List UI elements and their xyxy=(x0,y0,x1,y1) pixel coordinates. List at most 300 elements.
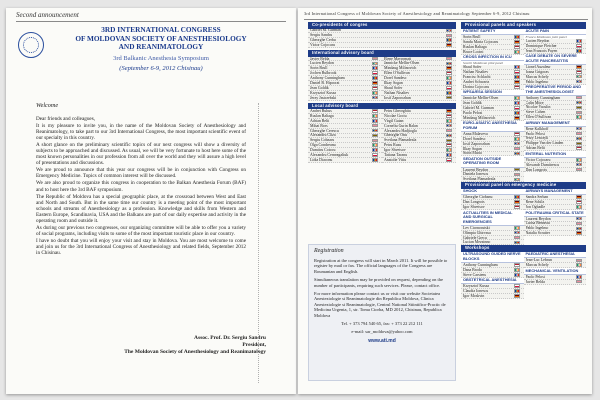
country-flag-icon xyxy=(576,231,582,235)
country-flag-icon xyxy=(446,29,452,33)
signature-org: The Moldovan Society of Anesthesiology and Reanimatology xyxy=(124,349,266,355)
person-name: Sergiu Sandru xyxy=(310,33,333,38)
country-flag-icon xyxy=(372,71,378,75)
society-seal-logo xyxy=(18,32,44,58)
country-flag-icon xyxy=(576,39,582,43)
person-name: Olimpia Ghirvasa xyxy=(463,230,491,235)
topic-heading: CROSS INFECTION IN ICU xyxy=(461,55,524,62)
country-flag-icon xyxy=(446,153,452,157)
welcome-heading: Welcome xyxy=(36,102,59,109)
list-item xyxy=(524,231,587,236)
person-name: Nicolae Vaculin xyxy=(525,105,551,110)
person-name: Laurent Beydon xyxy=(525,216,551,221)
country-flag-icon xyxy=(514,289,520,293)
country-flag-icon xyxy=(514,231,520,235)
country-flag-icon xyxy=(576,101,582,105)
registration-title: Registration xyxy=(314,248,344,254)
country-flag-icon xyxy=(576,163,582,167)
country-flag-icon xyxy=(576,158,582,162)
country-flag-icon xyxy=(576,263,582,267)
person-name: Rene Kalkhoff xyxy=(525,126,549,131)
person-name: Javier Belda xyxy=(525,279,545,284)
country-flag-icon xyxy=(514,101,520,105)
person-name: Petru Gheorghita xyxy=(384,109,411,114)
person-name: Sandra Serban xyxy=(525,195,549,200)
section-title: Local advisory board xyxy=(308,103,456,110)
country-flag-icon xyxy=(514,35,520,39)
person-name: Ruslan Baltaga xyxy=(463,44,487,49)
topic-heading: AIRWAYS MANAGEMENT xyxy=(524,189,587,196)
person-name: Jean Goldik xyxy=(463,101,482,106)
person-name: Jean Goldik xyxy=(310,85,329,90)
country-flag-icon xyxy=(372,81,378,85)
topic-heading: SHOCK xyxy=(461,189,524,196)
country-flag-icon xyxy=(372,129,378,133)
congress-title xyxy=(46,26,276,72)
signature-name: Assoc. Prof. Dr. Sergiu Sandru xyxy=(194,335,266,341)
list-item xyxy=(308,96,382,101)
person-name: Lionel Auzaleur xyxy=(525,64,551,69)
letter-paragraph: The Republic of Moldova has a special geographic place, at the crossroad between West and East and North and South. But in the same time our country is a meeting point of the most important schools and streams of Anesthesiology as a profession. Knowledge and skills from Western and Eastern Europe, Scandinavia, USA and the Balkans are part of our daily expertise and activity in the operating room and outside it. xyxy=(36,193,246,224)
contact-email[interactable]: e-mail: sar_moldova@yahoo.com xyxy=(351,329,413,335)
topic-subtitle: Franco Moldovan joint panel xyxy=(524,35,587,39)
person-name: Jannicke Mellin-Olsen xyxy=(384,61,420,66)
person-name: Gabriele Grecu xyxy=(463,235,487,240)
country-flag-icon xyxy=(372,66,378,70)
person-name: Olga Condreanu xyxy=(310,143,336,148)
country-flag-icon xyxy=(514,284,520,288)
person-name: Corneliu Gurin Balan xyxy=(384,123,418,128)
country-flag-icon xyxy=(514,205,520,209)
country-flag-icon xyxy=(446,62,452,66)
co-presidents-section xyxy=(308,22,456,48)
country-flag-icon xyxy=(372,62,378,66)
person-name: Nathan Nisaliev xyxy=(384,90,410,95)
panel-topics-right xyxy=(524,29,587,183)
international-board-section xyxy=(308,50,456,101)
person-name: Marcus Schely xyxy=(525,263,549,268)
person-name: Jerzy Lenczyk xyxy=(525,136,549,141)
person-name: Pablo Ingelmo xyxy=(525,79,549,84)
person-name: Igor Shvetsov xyxy=(384,148,406,153)
section-title: Workshops xyxy=(461,245,586,252)
letter-paragraph: It is my pleasure to invite you, in the name of the Moldovan Society of Anesthesiology and Reanimatology, to take part to our 3rd International Congress, the most important scientific event of our specialty in this country. xyxy=(36,123,246,142)
country-flag-icon xyxy=(446,38,452,42)
registration-text: For more information please contact us or visit our website Societatea Anesteziologie si Reanimatologie din Republica Moldova, Clinica Anesteziologie si Reanimatologie, Centrul National Stiintifico-Practic de Medicina Urgenta, 1, str. Toma Ciorba, MD 2012, Chisinau, Republica Moldova xyxy=(314,291,446,318)
registration-text: Registration at the congress will start in March 2011. It will be possible to register by mail or fax. The official languages of the Congress are Roumanian and English. xyxy=(314,258,448,274)
person-name: Bruce Locini xyxy=(463,49,484,54)
person-name: Jean Francois Payen xyxy=(525,48,558,53)
person-name: Paolo Pelosi xyxy=(525,131,545,136)
person-name: Mihai Bors xyxy=(310,123,328,128)
person-name: Alexandru Cliza xyxy=(310,133,336,138)
panel-topics-left xyxy=(461,29,524,183)
person-name: Dan Longrois xyxy=(463,200,485,205)
person-name: Lidia Diaconu xyxy=(310,157,333,162)
country-flag-icon xyxy=(372,124,378,128)
country-flag-icon xyxy=(576,222,582,226)
country-flag-icon xyxy=(576,280,582,284)
country-flag-icon xyxy=(514,45,520,49)
person-name: Gheorghe Cerbu xyxy=(310,38,336,43)
country-flag-icon xyxy=(372,57,378,61)
person-name: Iosif Zaporozhan xyxy=(384,95,411,100)
person-name: Virgil Gutan xyxy=(384,118,404,123)
person-name: Victor Cojocaru xyxy=(310,43,335,48)
person-name: Lev Ciornorutski xyxy=(463,225,490,230)
country-flag-icon xyxy=(514,263,520,267)
country-flag-icon xyxy=(446,119,452,123)
list-item xyxy=(308,43,456,48)
country-flag-icon xyxy=(372,153,378,157)
topic-heading: AIRWAY MANAGEMENT xyxy=(524,120,587,127)
person-name: Dominique Fletcher xyxy=(525,43,557,48)
person-name: Marcus Schely xyxy=(525,74,549,79)
person-name: Steve Carstens xyxy=(463,272,487,277)
person-name: Victor Cojocaru xyxy=(525,157,551,162)
person-name: Tatiana Taranu xyxy=(384,153,408,158)
person-name: Igor Moskvin xyxy=(463,294,485,299)
country-flag-icon xyxy=(446,34,452,38)
list-item xyxy=(461,294,524,299)
person-name: Jon Ogbadle xyxy=(525,205,546,210)
column-panels xyxy=(461,22,586,299)
list-item xyxy=(382,158,456,163)
country-flag-icon xyxy=(576,146,582,150)
topic-subtitle: Scarth Moldovan pilot panel xyxy=(461,61,524,65)
country-flag-icon xyxy=(514,200,520,204)
person-name: Sorin Brull xyxy=(463,35,481,40)
list-item xyxy=(524,168,587,173)
country-flag-icon xyxy=(576,132,582,136)
person-name: Daniela Ionescu xyxy=(463,172,489,177)
person-name: Krzysztof Kusza xyxy=(463,284,490,289)
signature-block xyxy=(116,335,266,356)
country-flag-icon xyxy=(372,143,378,147)
subtitle: 3rd Balkanic Anesthesia Symposium xyxy=(113,54,209,62)
person-name: Krzysztof Kusza xyxy=(310,90,337,95)
country-flag-icon xyxy=(576,80,582,84)
country-flag-icon xyxy=(576,111,582,115)
letter-paragraph: A short glance on the preliminary scientific topics of our next congress will show a diversity of subjects to be approached and discussed. As usual, we will be very fortunate to host here some of the most known personalities in our profession from all over the world and they will assure a high level of presentations and discussions. xyxy=(36,142,246,167)
local-board-section xyxy=(308,103,456,163)
person-name: Shaul Sofer xyxy=(384,85,403,90)
intl-board-right xyxy=(382,57,456,101)
person-name: Anthony Cunningham xyxy=(525,95,561,100)
country-flag-icon xyxy=(576,217,582,221)
title-line-3: AND REANIMATOLOGY xyxy=(118,42,204,52)
person-name: Svetlana Plamadeala xyxy=(463,177,496,182)
country-flag-icon xyxy=(372,158,378,162)
workshop-topics-left xyxy=(461,252,524,299)
person-name: Anthony Cunningham xyxy=(310,76,345,81)
person-name: Larisa Benneau xyxy=(525,221,550,226)
country-flag-icon xyxy=(576,96,582,100)
topic-heading: POLITRAUMA CRITICAL STATE xyxy=(524,210,587,217)
person-name: Dorina Cojocaru xyxy=(463,84,490,89)
header-tag: Second announcement xyxy=(16,11,79,19)
country-flag-icon xyxy=(372,109,378,113)
person-name: Gheorghe Ciobanu xyxy=(463,195,493,200)
country-flag-icon xyxy=(514,173,520,177)
person-name: Jochen Bulbrook xyxy=(310,71,337,76)
country-flag-icon xyxy=(446,109,452,113)
person-name: Jannicke Mellin-Olsen xyxy=(463,96,499,101)
country-flag-icon xyxy=(576,70,582,74)
country-flag-icon xyxy=(514,294,520,298)
country-flag-icon xyxy=(576,168,582,172)
person-name: Andrei Buhus xyxy=(310,109,332,114)
letter-paragraph: I have no doubt that you will enjoy your visit and stay in Moldova. You are most welcome to come and join us for the 3rd International Congress of Anesthesiology and related fields, September 2012 in Chisinau. xyxy=(36,237,246,256)
person-name: Philippe Van der Linden xyxy=(525,141,564,146)
country-flag-icon xyxy=(372,76,378,80)
letter-paragraph: As during our previous two congresses, our organizing committee will be able to offer you a variety of social programs, including visits to some of the most important touristic place in our country. xyxy=(36,224,246,237)
person-name: Dumitru Cotocu xyxy=(310,148,336,153)
person-name: Francisc Schlacht xyxy=(463,74,491,79)
person-name: Ilkay Sogan xyxy=(384,80,403,85)
country-flag-icon xyxy=(372,139,378,143)
country-flag-icon xyxy=(514,226,520,230)
topic-heading: PAEDIATRIC ANESTHESIA xyxy=(524,252,587,259)
section-title: International advisory board xyxy=(308,50,456,57)
country-flag-icon xyxy=(372,91,378,95)
right-header: 3rd International Congress of Moldovan Society of Anesthesiology and Reanimatology September 6-9, 2012 Chisinau xyxy=(304,11,530,16)
section-title: Provisional panels and speakers xyxy=(461,22,586,29)
person-name: Dan Longrois xyxy=(525,167,548,172)
website-link[interactable]: www.ati.md xyxy=(368,337,396,344)
topic-heading: ENTERAL NUTRITION xyxy=(524,151,587,158)
person-name: Dorel Sandesc xyxy=(384,76,407,81)
topic-heading: PATIENT SAFETY xyxy=(461,29,524,36)
local-board-left xyxy=(308,109,382,163)
letter-paragraph: We are also proud to organize this congress in cooperation to the Balkan Anesthesia Forum (BAF) and to host here the 3rd BAF symposium. xyxy=(36,180,246,193)
topic-heading: SEDATION OUTSIDE OPERATING ROOM xyxy=(461,156,524,167)
country-flag-icon xyxy=(576,137,582,141)
person-name: Paolo Pelosi xyxy=(463,110,483,115)
country-flag-icon xyxy=(576,65,582,69)
person-name: Jerzy Jastrzebski xyxy=(310,95,337,100)
dates: (September 6-9, 2012 Chisinau) xyxy=(119,64,203,72)
country-flag-icon xyxy=(446,148,452,152)
column-boards xyxy=(308,22,456,165)
country-flag-icon xyxy=(446,129,452,133)
person-name: Igor Shvetsov xyxy=(463,205,485,210)
person-name: Rene Schilz xyxy=(525,200,545,205)
country-flag-icon xyxy=(514,178,520,182)
country-flag-icon xyxy=(576,106,582,110)
country-flag-icon xyxy=(446,71,452,75)
header-rule xyxy=(16,21,286,22)
person-name: Svetlana Plamadeala xyxy=(384,138,417,143)
person-name: Adrian Belii xyxy=(525,146,545,151)
registration-box xyxy=(308,244,456,381)
person-name: Sergiu Cobzaru xyxy=(310,138,335,143)
country-flag-icon xyxy=(514,70,520,74)
emergency-topics-right xyxy=(524,189,587,246)
country-flag-icon xyxy=(514,268,520,272)
person-name: Anthony Cunningham xyxy=(463,263,498,267)
country-flag-icon xyxy=(576,44,582,48)
person-name: Pablo Ingelmo xyxy=(525,226,549,231)
margin-dots xyxy=(258,103,268,383)
person-name: Ellen O'Sullivan xyxy=(525,115,552,120)
country-flag-icon xyxy=(514,168,520,172)
section-title: Co-presidents of congres xyxy=(308,22,456,29)
country-flag-icon xyxy=(446,143,452,147)
list-item xyxy=(382,96,456,101)
welcome-letter xyxy=(36,116,246,257)
person-name: Dana Broda xyxy=(463,267,482,272)
country-flag-icon xyxy=(576,75,582,79)
country-flag-icon xyxy=(514,85,520,89)
person-name: Ruslan Baltaga xyxy=(310,113,334,118)
person-name: Gheorghe Onu xyxy=(384,133,407,138)
country-flag-icon xyxy=(514,241,520,245)
person-name: Lucian Mezzinno xyxy=(463,240,491,245)
title-line-1: 3RD INTERNATIONAL CONGRESS xyxy=(101,25,221,34)
letter-paragraph: We are proud to announce that this year our congress will be in conjunction with Congress on Emergency Medicine. Topics of common interest will be discussed. xyxy=(36,167,246,180)
person-name: Andrei Schwartz xyxy=(463,79,490,84)
person-name: Laurent Beydon xyxy=(463,167,489,172)
country-flag-icon xyxy=(446,139,452,143)
country-flag-icon xyxy=(372,114,378,118)
country-flag-icon xyxy=(514,96,520,100)
person-name: Gabriel M. Gurman xyxy=(310,28,341,33)
country-flag-icon xyxy=(372,134,378,138)
person-name: Daniel B. Hipocrat xyxy=(310,80,340,85)
topic-heading: OBSTETRICAL ANESTHESIA xyxy=(461,278,524,285)
country-flag-icon xyxy=(576,227,582,231)
country-flag-icon xyxy=(576,127,582,131)
person-name: Anna Malaveva xyxy=(463,131,488,136)
person-name: Anatolie Vitiu xyxy=(384,157,407,162)
country-flag-icon xyxy=(446,43,452,47)
country-flag-icon xyxy=(514,40,520,44)
person-name: Claudia Ionescu xyxy=(463,289,489,294)
person-name: Elene Mavromati xyxy=(384,56,412,61)
person-name: Jean-Luc Lebrun xyxy=(525,258,552,263)
country-flag-icon xyxy=(372,148,378,152)
person-name: Dorel Sandesc xyxy=(463,136,486,141)
country-flag-icon xyxy=(446,114,452,118)
person-name: Ilkay Sogan xyxy=(463,146,482,151)
person-name: Paolo Pelosi xyxy=(525,274,545,279)
country-flag-icon xyxy=(446,124,452,128)
country-flag-icon xyxy=(514,106,520,110)
country-flag-icon xyxy=(446,158,452,162)
country-flag-icon xyxy=(514,195,520,199)
country-flag-icon xyxy=(576,115,582,119)
topic-heading: EURO-ASIATIC ANESTHESIA FORUM xyxy=(461,121,524,132)
topic-heading: MECHANICAL VENTILATION xyxy=(524,268,587,275)
workshop-topics-right xyxy=(524,252,587,299)
person-name: Gabriel M. Gurman xyxy=(463,106,494,111)
person-name: Sorin Maria xyxy=(463,151,482,156)
topic-heading: ACTUALITIES IN MEDICAL AND SURGICAL EMERGENCIES xyxy=(461,210,524,226)
country-flag-icon xyxy=(576,142,582,146)
country-flag-icon xyxy=(576,49,582,53)
country-flag-icon xyxy=(514,116,520,120)
person-name: Shaul Sofer xyxy=(463,65,482,70)
emergency-topics-left xyxy=(461,189,524,246)
country-flag-icon xyxy=(514,147,520,151)
country-flag-icon xyxy=(576,205,582,209)
country-flag-icon xyxy=(514,80,520,84)
topic-heading: PREOPERATIVE PERIOD AND THE ANESTHESIOLOGIST xyxy=(524,85,587,96)
country-flag-icon xyxy=(576,259,582,263)
registration-text: Simultaneous translation may be provided on request, depending on the number of participants, requiring such services. Please, contact office. xyxy=(314,277,443,288)
country-flag-icon xyxy=(576,275,582,279)
country-flag-icon xyxy=(446,76,452,80)
signature-role: President, xyxy=(242,342,266,348)
person-name: Mindaug Milinovich xyxy=(384,66,417,71)
country-flag-icon xyxy=(514,132,520,136)
country-flag-icon xyxy=(446,81,452,85)
letter-paragraph: Dear friends and colleagues, xyxy=(36,116,96,122)
country-flag-icon xyxy=(514,50,520,54)
country-flag-icon xyxy=(372,86,378,90)
person-name: Natalia Scrutter xyxy=(525,231,551,236)
person-name: Nicolae Gociu xyxy=(384,113,407,118)
header-rule xyxy=(304,19,588,20)
country-flag-icon xyxy=(514,152,520,156)
country-flag-icon xyxy=(576,200,582,204)
topic-heading: CASE DEBATE ON SEVERE ACUTE PANCREATITIS xyxy=(524,54,587,65)
person-name: Gheorghe Cerescu xyxy=(310,128,339,133)
title-line-2: OF MOLDOVAN SOCIETY OF ANESTHESIOLOGY xyxy=(75,33,247,43)
country-flag-icon xyxy=(514,236,520,240)
intl-board-left xyxy=(308,57,382,101)
country-flag-icon xyxy=(514,111,520,115)
person-name: Ellen O'Sullivan xyxy=(384,71,410,76)
country-flag-icon xyxy=(446,57,452,61)
list-item xyxy=(308,158,382,163)
person-name: Sandu Maria Cojocaru xyxy=(463,39,499,44)
person-name: Nathan Nisaliev xyxy=(463,70,489,75)
list-item xyxy=(524,280,587,285)
country-flag-icon xyxy=(446,66,452,70)
left-page xyxy=(6,8,296,394)
person-name: Iosif Zaporozhan xyxy=(463,141,490,146)
contact-phone: Tel. + 373 794 540 65, fax: + 373 22 212 111 xyxy=(341,321,423,327)
right-page xyxy=(298,8,592,394)
country-flag-icon xyxy=(514,75,520,79)
person-name: Adrian Belii xyxy=(310,118,330,123)
person-name: Steve Cohen xyxy=(525,110,546,115)
section-title: Provisional panel on emergency medicine xyxy=(461,182,586,189)
country-flag-icon xyxy=(372,119,378,123)
country-flag-icon xyxy=(514,142,520,146)
country-flag-icon xyxy=(514,65,520,69)
country-flag-icon xyxy=(372,96,378,100)
person-name: Alexandru Cerneagaliuk xyxy=(310,153,349,158)
co-presidents-list xyxy=(308,29,456,49)
person-name: Ioana Grigoras xyxy=(525,69,549,74)
country-flag-icon xyxy=(446,86,452,90)
topic-heading: WFSA/ESA SESSION xyxy=(461,90,524,97)
topic-heading: ULTRASOUND GUIDED NERVE BLOCKS xyxy=(461,252,524,263)
country-flag-icon xyxy=(514,273,520,277)
person-name: Mindaug Milinovich xyxy=(463,115,496,120)
topic-heading: ACUTE PAIN xyxy=(524,29,587,36)
person-name: Javier Belda xyxy=(310,56,330,61)
country-flag-icon xyxy=(446,134,452,138)
person-name: Lucien Beydon xyxy=(525,39,550,44)
person-name: Calin Mitre xyxy=(525,100,544,105)
person-name: Lucien Beydon xyxy=(310,61,334,66)
person-name: Sorin Brull xyxy=(310,66,328,71)
person-name: Petru Rusu xyxy=(384,143,402,148)
